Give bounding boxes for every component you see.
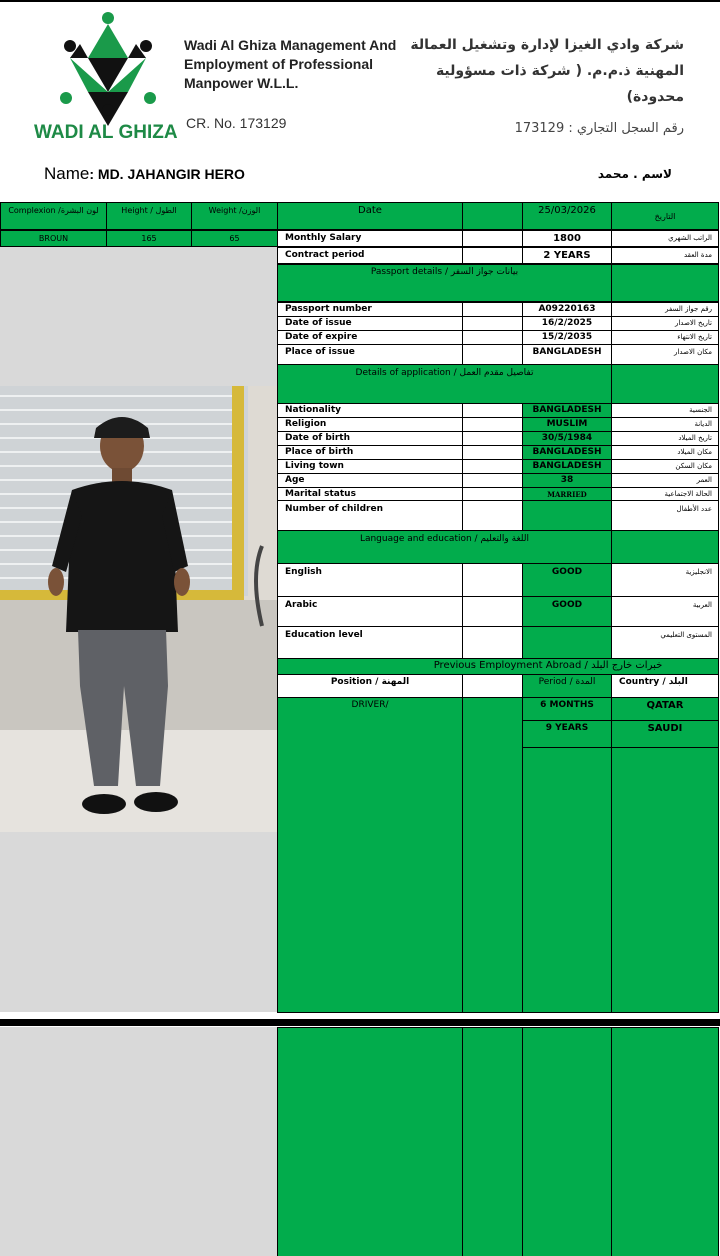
place-issue-spacer: [462, 344, 523, 365]
company-name-ar-3: محدودة): [626, 89, 684, 105]
expire-spacer: [462, 330, 523, 345]
period-ar-cell: مدة العقد: [611, 247, 719, 264]
company-name-ar-1: شركة وادي الغيزا لإدارة وتشغيل العمالة: [410, 37, 684, 53]
app-label-cell: [277, 459, 463, 474]
app-value-text: 38: [560, 475, 574, 485]
bottom-col-4: [611, 1027, 719, 1256]
children-label-cell: Number of children: [277, 500, 463, 531]
app-label-text: Living town: [285, 461, 344, 471]
period-label-cell: Contract period: [277, 247, 463, 264]
date-value-cell: 25/03/2026: [522, 202, 612, 230]
company-name-ar-2: المهنية ذ.م.م. ( شركة ذات مسؤولية: [435, 63, 684, 79]
salary-value-cell: 1800: [522, 230, 612, 247]
app-spacer-cell: [462, 445, 523, 460]
english-ar-cell: الانجليزية: [611, 563, 719, 597]
passport-number-label-cell: Passport number: [277, 302, 463, 317]
app-ar-text: الديانة: [694, 420, 712, 428]
app-label-cell: [277, 431, 463, 446]
app-ar-text: تاريخ الميلاد: [678, 434, 712, 442]
weight-header: Weight /الوزن: [191, 202, 278, 230]
app-label-cell: [277, 445, 463, 460]
app-spacer-cell: [462, 473, 523, 488]
education-ar-cell: المستوى التعليمي: [611, 626, 719, 659]
name-label-ar: لاسم . محمد: [597, 167, 672, 181]
company-name-en-1: Wadi Al Ghiza Management And: [184, 37, 397, 53]
app-ar-text: الحالة الاجتماعية: [664, 490, 712, 498]
employment-country-empty: [611, 747, 719, 1013]
issue-ar-cell: تاريخ الاصدار: [611, 316, 719, 331]
date-ar-cell: التاريخ: [611, 202, 719, 230]
language-section-header: Language and education / اللغة والتعليم: [277, 530, 612, 564]
place-issue-label-cell: Place of issue: [277, 344, 463, 365]
app-ar-cell: [611, 431, 719, 446]
bottom-col-3: [522, 1027, 612, 1256]
page-break-bar: [0, 1019, 720, 1026]
employment-country-2: SAUDI: [611, 720, 719, 748]
applicant-photo: [0, 386, 277, 832]
height-header: Height / الطول: [106, 202, 192, 230]
arabic-spacer: [462, 596, 523, 627]
issue-spacer: [462, 316, 523, 331]
english-value-cell: GOOD: [522, 563, 612, 597]
position-header-cell: Position / المهنة: [277, 674, 463, 698]
app-ar-cell: [611, 459, 719, 474]
bottom-col-1: [277, 1027, 463, 1256]
app-value-cell: [522, 459, 612, 474]
place-issue-value-cell: BANGLADESH: [522, 344, 612, 365]
passport-number-value-cell: A09220163: [522, 302, 612, 317]
passport-number-spacer: [462, 302, 523, 317]
app-label-text: Place of birth: [285, 447, 354, 457]
employment-period-empty: [522, 747, 612, 1013]
app-label-text: Religion: [285, 419, 327, 429]
app-value-text: BANGLADESH: [532, 447, 602, 457]
language-section-header-right: [611, 530, 719, 564]
app-label-cell: [277, 487, 463, 501]
arabic-value-cell: GOOD: [522, 596, 612, 627]
app-value-text: BANGLADESH: [532, 405, 602, 415]
app-value-cell: [522, 431, 612, 446]
app-label-cell: [277, 473, 463, 488]
app-value-text: MUSLIM: [546, 419, 588, 429]
company-name-en-2: Employment of Professional: [184, 56, 374, 72]
employment-period-2: 9 YEARS: [522, 720, 612, 748]
application-section-header: Details of application / تفاصيل مقدم العمل: [277, 364, 612, 404]
employment-section-header: Previous Employment Abroad / خبرات خارج البلد: [277, 658, 719, 675]
employment-header-spacer: [462, 674, 523, 698]
top-border: [0, 0, 720, 2]
app-value-text: MARRIED: [547, 490, 587, 499]
app-value-cell: [522, 417, 612, 432]
app-ar-cell: [611, 445, 719, 460]
application-section-header-right: [611, 364, 719, 404]
employment-country-1: QATAR: [611, 697, 719, 721]
children-ar-cell: عدد الأطفال: [611, 500, 719, 531]
expire-value-cell: 15/2/2035: [522, 330, 612, 345]
education-value-cell: [522, 626, 612, 659]
company-name-en-3: Manpower W.L.L.: [184, 75, 299, 91]
passport-section-header-right: [611, 264, 719, 302]
app-spacer-cell: [462, 431, 523, 446]
app-spacer-cell: [462, 403, 523, 418]
issue-label-cell: Date of issue: [277, 316, 463, 331]
passport-number-ar-cell: رقم جواز السفر: [611, 302, 719, 317]
issue-value-cell: 16/2/2025: [522, 316, 612, 331]
expire-ar-cell: تاريخ الانتهاء: [611, 330, 719, 345]
bottom-grey-panel: [0, 1027, 278, 1256]
app-label-cell: [277, 417, 463, 432]
children-value-cell: [522, 500, 612, 531]
salary-label-cell: Monthly Salary: [277, 230, 463, 247]
english-label-cell: English: [277, 563, 463, 597]
app-value-cell: [522, 403, 612, 418]
app-value-text: BANGLADESH: [532, 461, 602, 471]
app-label-text: Marital status: [285, 489, 356, 499]
app-ar-cell: [611, 473, 719, 488]
app-label-cell: [277, 403, 463, 418]
english-spacer: [462, 563, 523, 597]
place-issue-ar-cell: مكان الاصدار: [611, 344, 719, 365]
education-spacer: [462, 626, 523, 659]
app-ar-cell: [611, 487, 719, 501]
weight-value: 65: [191, 230, 278, 247]
period-spacer-cell: [462, 247, 523, 264]
app-ar-text: مكان السكن: [675, 462, 712, 470]
date-label-cell: Date: [277, 202, 463, 230]
salary-spacer-cell: [462, 230, 523, 247]
period-header-cell: Period / المدة: [522, 674, 612, 698]
app-label-text: Nationality: [285, 405, 341, 415]
app-spacer-cell: [462, 487, 523, 501]
bottom-col-2: [462, 1027, 523, 1256]
app-ar-text: الجنسية: [689, 406, 712, 414]
person-photo-icon: [0, 386, 277, 832]
cr-number-en: CR. No. 173129: [186, 115, 287, 131]
period-value-cell: 2 YEARS: [522, 247, 612, 264]
country-header-cell: Country / البلد: [611, 674, 719, 698]
logo-text: WADI AL GHIZA: [34, 122, 178, 143]
app-ar-text: العمر: [696, 476, 712, 484]
name-label: [44, 163, 245, 185]
height-value: 165: [106, 230, 192, 247]
date-spacer-cell: [462, 202, 523, 230]
name-value: : MD. JAHANGIR HERO: [89, 166, 245, 182]
app-spacer-cell: [462, 459, 523, 474]
arabic-label-cell: Arabic: [277, 596, 463, 627]
salary-ar-cell: الراتب الشهري: [611, 230, 719, 247]
children-spacer: [462, 500, 523, 531]
complexion-value: BROUN: [0, 230, 107, 247]
name-label-text: Name: [44, 164, 90, 183]
passport-section-header: Passport details / بيانات جواز السفر: [277, 264, 612, 302]
app-value-cell: [522, 445, 612, 460]
app-ar-cell: [611, 417, 719, 432]
app-value-text: 30/5/1984: [541, 433, 593, 443]
expire-label-cell: Date of expire: [277, 330, 463, 345]
arabic-ar-cell: العربية: [611, 596, 719, 627]
app-ar-text: مكان الميلاد: [677, 448, 712, 456]
app-label-text: Age: [285, 475, 305, 485]
education-label-cell: Education level: [277, 626, 463, 659]
app-spacer-cell: [462, 417, 523, 432]
app-value-cell: [522, 473, 612, 488]
employment-spacer-col: [462, 697, 523, 1013]
complexion-header: Complexion /لون البشرة: [0, 202, 107, 230]
app-value-cell: [522, 487, 612, 501]
cr-number-ar: رقم السجل التجاري : 173129: [514, 121, 684, 136]
app-ar-cell: [611, 403, 719, 418]
employment-period-1: 6 MONTHS: [522, 697, 612, 721]
employment-position-cell: DRIVER/: [277, 697, 463, 1013]
app-label-text: Date of birth: [285, 433, 350, 443]
